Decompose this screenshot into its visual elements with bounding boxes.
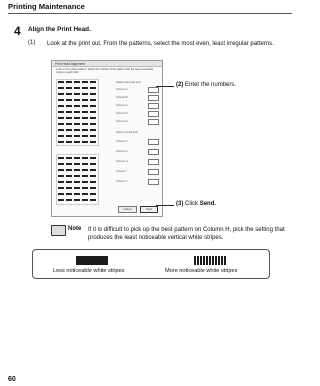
column-b-field[interactable]	[148, 95, 159, 101]
note-text: If it is difficult to pick up the best pattern on Column H, pick the setting that produces the least noticeable vertical white stripes.	[88, 227, 285, 241]
group1-label: Adjust horizontal print	[116, 81, 141, 84]
column-a-label: Column A:	[116, 88, 128, 91]
column-g-label: Column G:	[116, 150, 129, 153]
more-stripes-label: More noticeable white stripes	[165, 268, 238, 274]
column-i-label: Column I:	[116, 170, 128, 173]
callout-2-number: (2)	[176, 82, 184, 88]
column-h-field[interactable]	[148, 159, 159, 165]
column-g-field[interactable]	[148, 149, 159, 155]
substep-number: (1)	[28, 40, 36, 46]
column-c-field[interactable]	[148, 103, 159, 109]
callout-3-number: (3)	[176, 201, 184, 207]
group2-label: Adjust vertical print	[116, 131, 138, 134]
column-f-label: Column F:	[116, 140, 128, 143]
header-rule	[8, 13, 292, 14]
more-stripes-sample	[194, 256, 226, 265]
column-d-field[interactable]	[148, 111, 159, 117]
column-e-label: Column E:	[116, 120, 129, 123]
less-stripes-sample	[76, 256, 108, 265]
column-j-label: Column J:	[116, 180, 128, 183]
alignment-dialog-screenshot	[51, 60, 163, 217]
callout-line-3	[156, 205, 174, 206]
column-d-label: Column D:	[116, 112, 129, 115]
column-h-label: Column H:	[116, 160, 129, 163]
note-label: Note	[68, 226, 82, 232]
callout-3-send: Send.	[199, 201, 217, 207]
dialog-instructions: Look at the printed pattern. Select the number of the pattern with the least noticeable stripes in each field.	[56, 68, 154, 75]
substep-text: Look at the print out. From the patterns, select the most even, least irregular patterns.	[47, 41, 274, 47]
callout-3	[176, 201, 216, 207]
step-title: Align the Print Head.	[28, 26, 91, 33]
page-header: Printing Maintenance	[8, 2, 85, 11]
column-a-field[interactable]	[148, 87, 159, 93]
dialog-title: Print Head Alignment	[55, 62, 85, 66]
stripes-comparison-box	[32, 249, 270, 279]
cancel-button[interactable]: Cancel	[118, 206, 137, 213]
step-number: 4	[14, 24, 21, 38]
callout-line-2	[156, 86, 174, 87]
callout-3-prefix: Click	[185, 201, 200, 207]
column-c-label: Column C:	[116, 104, 129, 107]
page-number: 60	[8, 376, 16, 383]
send-button[interactable]: Send	[140, 206, 158, 213]
callout-2-text: Enter the numbers.	[185, 82, 237, 88]
printed-pattern-samples	[56, 79, 111, 209]
column-b-label: Column B:	[116, 96, 129, 99]
note-icon	[51, 225, 66, 236]
column-e-field[interactable]	[148, 119, 159, 125]
column-j-field[interactable]	[148, 179, 159, 185]
column-i-field[interactable]	[148, 169, 159, 175]
less-stripes-label: Less noticeable white stripes	[53, 268, 125, 274]
callout-2	[176, 82, 236, 88]
column-f-field[interactable]	[148, 139, 159, 145]
